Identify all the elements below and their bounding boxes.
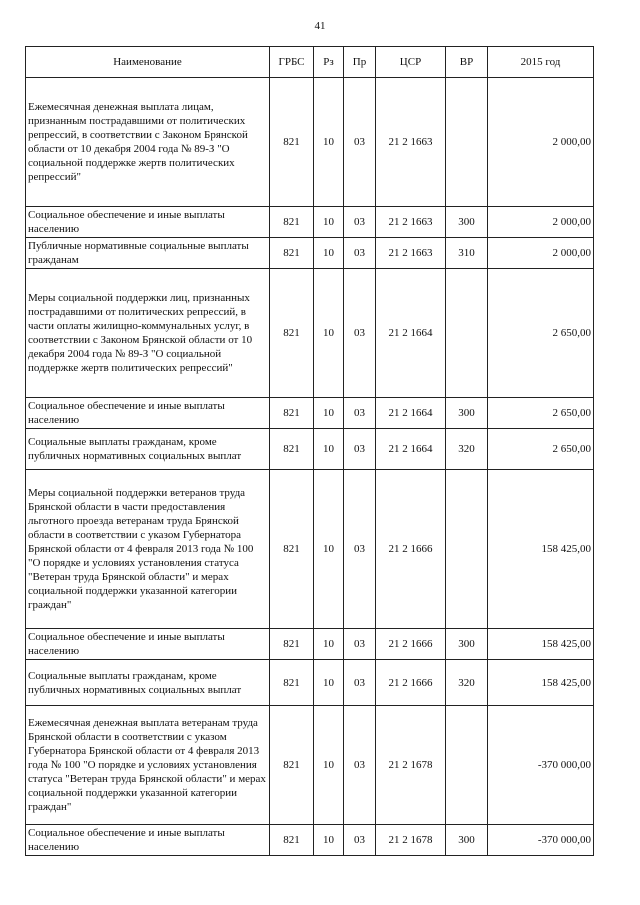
header-pr: Пр: [344, 47, 376, 78]
row-vr: [446, 470, 488, 629]
row-amount: 2 650,00: [488, 398, 594, 429]
row-rz: 10: [314, 825, 344, 856]
row-name: Ежемесячная денежная выплата лицам, признанным пострадавшими от политических репрессий, в соответствии с Законом Брянской области от 10 декабря 2004 года № 89-З "О социальной поддержке жертв политических репрессий": [26, 78, 270, 207]
table-row: [26, 429, 594, 470]
table-row: [26, 470, 594, 629]
row-grbs: 821: [270, 706, 314, 825]
row-name: Социальное обеспечение и иные выплаты населению: [26, 398, 270, 429]
row-pr: 03: [344, 78, 376, 207]
row-rz: 10: [314, 398, 344, 429]
page-number: 41: [314, 20, 326, 32]
row-rz: 10: [314, 629, 344, 660]
row-name: Меры социальной поддержки ветеранов труда Брянской области в части предоставления льготного проезда ветеранам труда Брянской области в соответствии с указом Губернатора Брянской области от 4 февраля 2013 года № 100 "О порядке и условиях установления статуса "Ветеран труда Брянской области" и мерах социальной поддержки указанной категории граждан": [26, 470, 270, 629]
row-vr: 300: [446, 629, 488, 660]
table-row: [26, 825, 594, 856]
row-name: Ежемесячная денежная выплата ветеранам труда Брянской области в соответствии с указом Губернатора Брянской области от 4 февраля 2013 года № 100 "О порядке и условиях установления статуса "Ветеран труда Брянской области" и мерах социальной поддержки указанной категории граждан": [26, 706, 270, 825]
row-csr: 21 2 1678: [376, 825, 446, 856]
row-vr: 320: [446, 660, 488, 706]
table-row: [26, 629, 594, 660]
table-row: [26, 78, 594, 207]
row-csr: 21 2 1666: [376, 470, 446, 629]
table-row: [26, 398, 594, 429]
row-amount: 158 425,00: [488, 470, 594, 629]
row-rz: 10: [314, 470, 344, 629]
row-csr: 21 2 1664: [376, 398, 446, 429]
row-rz: 10: [314, 238, 344, 269]
row-pr: 03: [344, 238, 376, 269]
row-grbs: 821: [270, 429, 314, 470]
row-name: Социальные выплаты гражданам, кроме публичных нормативных социальных выплат: [26, 660, 270, 706]
row-amount: 2 650,00: [488, 269, 594, 398]
row-csr: 21 2 1664: [376, 429, 446, 470]
row-amount: 2 650,00: [488, 429, 594, 470]
table-header-row: [26, 47, 594, 78]
row-name: Публичные нормативные социальные выплаты гражданам: [26, 238, 270, 269]
row-grbs: 821: [270, 398, 314, 429]
row-name: Социальные выплаты гражданам, кроме публичных нормативных социальных выплат: [26, 429, 270, 470]
row-pr: 03: [344, 706, 376, 825]
row-vr: 300: [446, 398, 488, 429]
row-vr: 300: [446, 825, 488, 856]
row-grbs: 821: [270, 207, 314, 238]
row-csr: 21 2 1678: [376, 706, 446, 825]
row-pr: 03: [344, 269, 376, 398]
row-name: Социальное обеспечение и иные выплаты населению: [26, 825, 270, 856]
table-row: [26, 269, 594, 398]
row-pr: 03: [344, 660, 376, 706]
row-amount: 2 000,00: [488, 78, 594, 207]
row-csr: 21 2 1663: [376, 78, 446, 207]
header-rz: Рз: [314, 47, 344, 78]
row-rz: 10: [314, 207, 344, 238]
row-name: Социальное обеспечение и иные выплаты населению: [26, 629, 270, 660]
row-amount: -370 000,00: [488, 825, 594, 856]
row-csr: 21 2 1664: [376, 269, 446, 398]
row-amount: 2 000,00: [488, 207, 594, 238]
header-grbs: ГРБС: [270, 47, 314, 78]
row-vr: 320: [446, 429, 488, 470]
row-rz: 10: [314, 660, 344, 706]
table-row: [26, 706, 594, 825]
row-rz: 10: [314, 78, 344, 207]
row-grbs: 821: [270, 825, 314, 856]
row-rz: 10: [314, 269, 344, 398]
row-amount: 158 425,00: [488, 660, 594, 706]
row-pr: 03: [344, 825, 376, 856]
header-vr: ВР: [446, 47, 488, 78]
row-grbs: 821: [270, 238, 314, 269]
row-vr: [446, 78, 488, 207]
row-name: Меры социальной поддержки лиц, признанных пострадавшими от политических репрессий, в части оплаты жилищно-коммунальных услуг, в соответствии с Законом Брянской области от 10 декабря 2004 года № 89-З "О социальной поддержке жертв политических репрессий": [26, 269, 270, 398]
table-row: [26, 660, 594, 706]
row-amount: 158 425,00: [488, 629, 594, 660]
row-grbs: 821: [270, 629, 314, 660]
row-grbs: 821: [270, 78, 314, 207]
row-vr: [446, 706, 488, 825]
row-vr: [446, 269, 488, 398]
table-row: [26, 238, 594, 269]
table-row: [26, 207, 594, 238]
row-pr: 03: [344, 470, 376, 629]
row-pr: 03: [344, 207, 376, 238]
row-pr: 03: [344, 629, 376, 660]
header-csr: ЦСР: [376, 47, 446, 78]
row-vr: 300: [446, 207, 488, 238]
row-grbs: 821: [270, 269, 314, 398]
budget-table: [25, 46, 594, 856]
header-name: Наименование: [26, 47, 270, 78]
row-pr: 03: [344, 398, 376, 429]
row-csr: 21 2 1663: [376, 207, 446, 238]
row-csr: 21 2 1663: [376, 238, 446, 269]
row-pr: 03: [344, 429, 376, 470]
row-csr: 21 2 1666: [376, 660, 446, 706]
row-amount: -370 000,00: [488, 706, 594, 825]
row-rz: 10: [314, 429, 344, 470]
row-grbs: 821: [270, 470, 314, 629]
row-amount: 2 000,00: [488, 238, 594, 269]
row-name: Социальное обеспечение и иные выплаты населению: [26, 207, 270, 238]
row-csr: 21 2 1666: [376, 629, 446, 660]
row-vr: 310: [446, 238, 488, 269]
row-rz: 10: [314, 706, 344, 825]
header-year: 2015 год: [488, 47, 594, 78]
row-grbs: 821: [270, 660, 314, 706]
